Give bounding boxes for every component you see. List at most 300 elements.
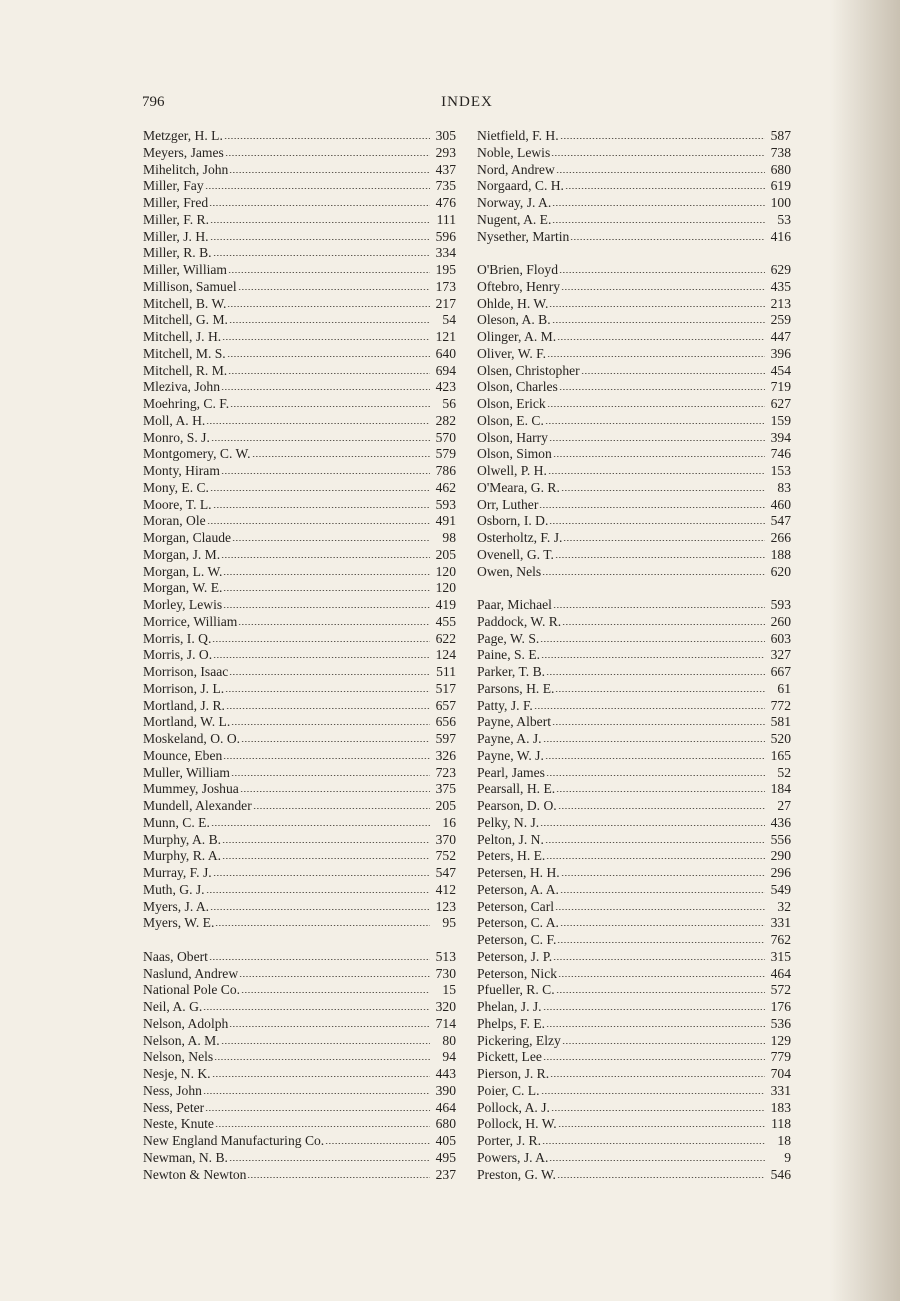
dot-leader	[540, 817, 765, 827]
entry-page-number: 98	[442, 530, 456, 545]
dot-leader	[214, 1051, 430, 1061]
index-entry	[143, 312, 456, 329]
entry-page-number: 455	[435, 613, 456, 629]
index-entry	[477, 1066, 791, 1083]
entry-page-number: 405	[435, 1133, 456, 1148]
entry-page-number: 464	[435, 1099, 456, 1115]
entry-page-number: 517	[435, 680, 456, 696]
entry-page-number: 704	[770, 1066, 791, 1081]
index-entry	[477, 312, 791, 329]
index-entry	[143, 446, 456, 463]
entry-page-number: 394	[770, 429, 791, 445]
entry-name: Noble, Lewis	[477, 144, 551, 160]
index-entry	[143, 145, 456, 162]
entry-name: Metzger, H. L.	[143, 128, 223, 143]
entry-name: Payne, A. J.	[477, 731, 542, 746]
entry-name: Olinger, A. M.	[477, 329, 557, 344]
dot-leader	[570, 231, 765, 241]
dot-leader	[209, 951, 430, 961]
index-entry	[143, 614, 456, 631]
index-entry	[143, 1116, 456, 1133]
entry-name: Patty, J. F.	[477, 697, 533, 713]
entry-page-number: 572	[770, 982, 791, 998]
index-entry	[143, 363, 456, 380]
index-column-left	[143, 128, 456, 1183]
entry-page-number: 188	[770, 546, 791, 562]
entry-name: Morris, J. O.	[143, 647, 213, 663]
entry-name: Nesje, N. K.	[143, 1066, 211, 1081]
dot-leader	[557, 331, 765, 341]
entry-page-number: 165	[770, 747, 791, 763]
index-entry	[143, 882, 456, 899]
dot-leader	[555, 683, 765, 693]
dot-leader	[241, 733, 430, 743]
dot-leader	[560, 130, 765, 140]
entry-name: Poier, C. L.	[477, 1082, 540, 1098]
index-entry	[143, 1016, 456, 1033]
entry-name: Moskeland, O. O.	[143, 731, 241, 746]
entry-page-number: 587	[770, 128, 791, 143]
index-entry	[143, 530, 456, 547]
entry-name: Pollock, A. J.	[477, 1099, 550, 1115]
index-entry	[477, 279, 791, 296]
index-entry	[477, 1049, 791, 1066]
entry-name: Mony, E. C.	[143, 479, 209, 495]
entry-page-number: 27	[777, 798, 791, 813]
entry-page-number: 375	[435, 781, 456, 797]
entry-name: Mundell, Alexander	[143, 798, 252, 813]
dot-leader	[229, 666, 430, 676]
entry-name: Naslund, Andrew	[143, 965, 239, 981]
entry-name: Olsen, Christopher	[477, 362, 580, 378]
index-entry	[477, 781, 791, 798]
entry-name: Payne, W. J.	[477, 747, 544, 763]
entry-name: Moore, T. L.	[143, 496, 212, 512]
entry-page-number: 738	[770, 144, 791, 160]
dot-leader	[212, 1068, 430, 1078]
index-entry	[143, 430, 456, 447]
entry-page-number: 32	[777, 898, 791, 914]
entry-name: Pearson, D. O.	[477, 798, 557, 813]
entry-name: Munn, C. E.	[143, 814, 210, 830]
index-entry	[477, 848, 791, 865]
entry-page-number: 52	[777, 764, 791, 780]
dot-leader	[552, 214, 765, 224]
dot-leader	[558, 800, 765, 810]
entry-page-number: 680	[770, 161, 791, 177]
entry-name: New England Manufacturing Co.	[143, 1133, 325, 1148]
dot-leader	[222, 331, 430, 341]
entry-page-number: 54	[442, 312, 456, 328]
entry-name: O'Brien, Floyd	[477, 262, 558, 277]
index-entry	[477, 1016, 791, 1033]
entry-name: Morris, I. Q.	[143, 630, 212, 646]
dot-leader	[222, 850, 430, 860]
entry-page-number: 205	[435, 546, 456, 562]
index-entry	[477, 698, 791, 715]
dot-leader	[213, 499, 430, 509]
index-entry	[143, 413, 456, 430]
entry-page-number: 195	[435, 262, 456, 277]
entry-name: Olwell, P. H.	[477, 463, 547, 478]
entry-name: Muller, William	[143, 764, 231, 780]
entry-page-number: 460	[770, 496, 791, 512]
dot-leader	[203, 1085, 430, 1095]
entry-name: Pearl, James	[477, 764, 545, 780]
index-entry	[143, 815, 456, 832]
entry-name: Ohlde, H. W.	[477, 295, 549, 311]
entry-page-number: 213	[770, 295, 791, 311]
dot-leader	[210, 214, 430, 224]
entry-page-number: 331	[770, 915, 791, 931]
index-entry	[143, 1150, 456, 1167]
entry-name: National Pole Co.	[143, 982, 241, 998]
entry-page-number: 680	[435, 1116, 456, 1132]
index-entry	[477, 195, 791, 212]
index-entry	[143, 480, 456, 497]
dot-leader	[228, 365, 430, 375]
entry-name: Morgan, J. M.	[143, 546, 221, 562]
dot-leader	[210, 901, 430, 911]
entry-page-number: 513	[435, 948, 456, 964]
dot-leader	[240, 783, 430, 793]
entry-name: Oleson, A. B.	[477, 312, 551, 328]
entry-page-number: 331	[770, 1082, 791, 1098]
index-entry	[477, 664, 791, 681]
entry-name: Neste, Knute	[143, 1116, 214, 1132]
entry-page-number: 83	[777, 479, 791, 495]
index-entry	[143, 212, 456, 229]
entry-page-number: 159	[770, 412, 791, 428]
dot-leader	[221, 381, 430, 391]
index-entry	[143, 848, 456, 865]
dot-leader	[215, 917, 430, 927]
index-entry	[477, 262, 791, 279]
entry-page-number: 772	[770, 697, 791, 713]
index-entry	[477, 329, 791, 346]
entry-name: Peterson, C. A.	[477, 915, 559, 931]
entry-page-number: 719	[770, 379, 791, 395]
entry-name: Nysether, Martin	[477, 228, 570, 244]
entry-name: Paar, Michael	[477, 597, 552, 612]
entry-name: Pearsall, H. E.	[477, 781, 556, 797]
dot-leader	[230, 398, 430, 408]
dot-leader	[231, 716, 430, 726]
entry-page-number: 579	[435, 446, 456, 462]
dot-leader	[542, 1135, 765, 1145]
index-entry	[477, 999, 791, 1016]
index-entry	[477, 798, 791, 815]
dot-leader	[551, 1102, 765, 1112]
index-entry	[143, 748, 456, 765]
entry-name: Moran, Ole	[143, 513, 206, 529]
dot-leader	[555, 549, 765, 559]
index-entry	[143, 162, 456, 179]
entry-page-number: 296	[770, 865, 791, 880]
entry-name: Peters, H. E.	[477, 848, 546, 864]
entry-page-number: 546	[770, 1166, 791, 1182]
dot-leader	[209, 197, 430, 207]
index-entry	[143, 128, 456, 145]
entry-page-number: 714	[435, 1015, 456, 1031]
entry-name: Oftebro, Henry	[477, 278, 561, 294]
dot-leader	[205, 180, 430, 190]
dot-leader	[540, 633, 765, 643]
dot-leader	[549, 515, 765, 525]
entry-name: Ness, John	[143, 1082, 202, 1098]
entry-page-number: 622	[435, 630, 456, 646]
entry-page-number: 620	[770, 563, 791, 579]
entry-page-number: 416	[770, 228, 791, 244]
index-entry	[143, 396, 456, 413]
index-entry	[477, 932, 791, 949]
entry-page-number: 462	[435, 479, 456, 495]
dot-leader	[543, 1001, 765, 1011]
entry-name: Naas, Obert	[143, 948, 208, 964]
dot-leader	[552, 716, 765, 726]
dot-leader	[211, 817, 430, 827]
index-entry	[143, 1049, 456, 1066]
entry-page-number: 9	[784, 1149, 791, 1165]
dot-leader	[561, 867, 765, 877]
entry-name: Morrison, J. L.	[143, 680, 225, 696]
index-entry	[143, 765, 456, 782]
index-entry	[477, 363, 791, 380]
dot-leader	[546, 1018, 765, 1028]
entry-name: Pelton, J. N.	[477, 831, 544, 847]
entry-page-number: 491	[435, 513, 456, 529]
entry-page-number: 570	[435, 429, 456, 445]
dot-leader	[325, 1135, 430, 1145]
entry-name: Mortland, J. R.	[143, 697, 225, 713]
entry-page-number: 437	[435, 161, 456, 177]
entry-name: Morgan, L. W.	[143, 563, 223, 579]
entry-page-number: 436	[770, 814, 791, 830]
dot-leader	[552, 314, 765, 324]
entry-page-number: 627	[770, 396, 791, 411]
index-entry	[477, 1100, 791, 1117]
entry-page-number: 120	[435, 563, 456, 579]
dot-leader	[558, 968, 765, 978]
index-entry	[143, 731, 456, 748]
dot-leader	[541, 649, 765, 659]
dot-leader	[210, 231, 430, 241]
index-entry	[477, 446, 791, 463]
index-entry	[477, 413, 791, 430]
entry-name: Peterson, C. F.	[477, 932, 557, 947]
dot-leader	[543, 1051, 765, 1061]
entry-name: Orr, Luther	[477, 496, 539, 512]
index-entry	[143, 664, 456, 681]
dot-leader	[549, 1152, 765, 1162]
dot-leader	[561, 482, 765, 492]
index-entry	[477, 915, 791, 932]
entry-page-number: 536	[770, 1015, 791, 1031]
entry-page-number: 547	[435, 865, 456, 880]
index-column-right	[477, 128, 791, 1183]
entry-name: Nugent, A. E.	[477, 211, 552, 227]
index-entry	[143, 329, 456, 346]
entry-name: Mihelitch, John	[143, 161, 229, 177]
entry-page-number: 495	[435, 1149, 456, 1165]
entry-page-number: 723	[435, 764, 456, 780]
entry-name: Parsons, H. E.	[477, 680, 555, 696]
entry-page-number: 786	[435, 463, 456, 478]
entry-name: Morgan, W. E.	[143, 580, 223, 596]
letter-group-gap	[477, 245, 791, 262]
entry-page-number: 464	[770, 965, 791, 981]
index-entry	[477, 547, 791, 564]
entry-page-number: 217	[435, 295, 456, 311]
dot-leader	[205, 1102, 430, 1112]
entry-name: Pfueller, R. C.	[477, 982, 555, 998]
index-entry	[143, 513, 456, 530]
entry-name: Nelson, A. M.	[143, 1032, 220, 1048]
entry-name: Murphy, R. A.	[143, 848, 222, 864]
entry-page-number: 315	[770, 948, 791, 964]
index-entry	[143, 915, 456, 932]
dot-leader	[545, 834, 765, 844]
dot-leader	[203, 1001, 430, 1011]
dot-leader	[223, 582, 430, 592]
letter-group-gap	[143, 932, 456, 949]
index-entry	[477, 631, 791, 648]
entry-page-number: 667	[770, 664, 791, 679]
dot-leader	[557, 934, 765, 944]
index-entry	[143, 966, 456, 983]
dot-leader	[239, 968, 430, 978]
dot-leader	[227, 348, 430, 358]
entry-page-number: 173	[435, 278, 456, 294]
entry-page-number: 94	[442, 1049, 456, 1065]
entry-page-number: 656	[435, 714, 456, 730]
index-entry	[143, 949, 456, 966]
index-entry	[477, 865, 791, 882]
index-entry	[477, 480, 791, 497]
entry-name: Mummey, Joshua	[143, 781, 239, 797]
entry-name: Miller, Fay	[143, 178, 204, 194]
index-entry	[143, 681, 456, 698]
entry-name: Paddock, W. R.	[477, 613, 562, 629]
entry-page-number: 629	[770, 262, 791, 277]
entry-name: Morrice, William	[143, 613, 238, 629]
entry-name: Myers, W. E.	[143, 915, 215, 931]
index-entry	[143, 379, 456, 396]
index-entry	[477, 162, 791, 179]
index-entry	[143, 999, 456, 1016]
entry-name: Millison, Samuel	[143, 278, 237, 294]
dot-leader	[211, 432, 430, 442]
entry-page-number: 320	[435, 999, 456, 1014]
dot-leader	[552, 197, 765, 207]
entry-page-number: 129	[770, 1032, 791, 1048]
index-entry	[143, 631, 456, 648]
dot-leader	[546, 850, 765, 860]
entry-name: Miller, F. R.	[143, 211, 209, 227]
entry-page-number: 443	[435, 1066, 456, 1081]
dot-leader	[238, 281, 430, 291]
index-entry	[477, 614, 791, 631]
dot-leader	[221, 465, 430, 475]
dot-leader	[547, 398, 765, 408]
dot-leader	[581, 365, 765, 375]
entry-page-number: 123	[435, 898, 456, 914]
entry-name: Porter, J. R.	[477, 1133, 542, 1148]
entry-page-number: 593	[770, 597, 791, 612]
index-entry	[477, 1133, 791, 1150]
dot-leader	[231, 767, 430, 777]
entry-page-number: 640	[435, 345, 456, 361]
dot-leader	[563, 532, 765, 542]
entry-name: Moehring, C. F.	[143, 396, 230, 411]
index-entry	[477, 564, 791, 581]
dot-leader	[539, 499, 765, 509]
entry-name: Olson, E. C.	[477, 412, 544, 428]
entry-page-number: 370	[435, 831, 456, 847]
index-entry	[477, 1083, 791, 1100]
dot-leader	[229, 164, 430, 174]
entry-name: Norgaard, C. H.	[477, 178, 564, 194]
entry-page-number: 779	[770, 1049, 791, 1065]
entry-name: Newman, N. B.	[143, 1149, 228, 1165]
dot-leader	[555, 901, 765, 911]
entry-name: Owen, Nels	[477, 563, 542, 579]
entry-page-number: 412	[435, 881, 456, 897]
entry-page-number: 290	[770, 848, 791, 864]
entry-name: Mitchell, G. M.	[143, 312, 228, 328]
index-entry	[143, 547, 456, 564]
index-entry	[143, 296, 456, 313]
dot-leader	[228, 264, 430, 274]
index-entry	[477, 832, 791, 849]
entry-page-number: 511	[436, 664, 456, 679]
entry-name: Meyers, James	[143, 144, 224, 160]
entry-name: Phelan, J. J.	[477, 999, 542, 1014]
entry-name: Osborn, I. D.	[477, 513, 549, 529]
entry-page-number: 657	[435, 697, 456, 713]
entry-page-number: 520	[770, 731, 791, 746]
entry-name: Mitchell, J. H.	[143, 329, 222, 344]
entry-page-number: 121	[435, 329, 456, 344]
dot-leader	[212, 633, 430, 643]
entry-name: Nelson, Adolph	[143, 1015, 229, 1031]
index-entry	[143, 279, 456, 296]
index-entry	[143, 229, 456, 246]
dot-leader	[223, 599, 430, 609]
entry-name: Pickering, Elzy	[477, 1032, 561, 1048]
entry-page-number: 603	[770, 630, 791, 646]
entry-name: Olson, Erick	[477, 396, 546, 411]
entry-page-number: 16	[442, 814, 456, 830]
dot-leader	[229, 1152, 430, 1162]
index-entry	[477, 1116, 791, 1133]
dot-leader	[222, 834, 430, 844]
dot-leader	[221, 1035, 430, 1045]
dot-leader	[545, 415, 765, 425]
entry-page-number: 476	[435, 195, 456, 210]
index-entry	[477, 430, 791, 447]
index-entry	[143, 580, 456, 597]
dot-leader	[232, 532, 430, 542]
entry-name: Peterson, J. P.	[477, 948, 553, 964]
index-entry	[143, 178, 456, 195]
index-entry	[477, 714, 791, 731]
entry-page-number: 419	[435, 597, 456, 612]
dot-leader	[225, 683, 430, 693]
dot-leader	[553, 599, 765, 609]
dot-leader	[229, 314, 430, 324]
dot-leader	[553, 951, 765, 961]
